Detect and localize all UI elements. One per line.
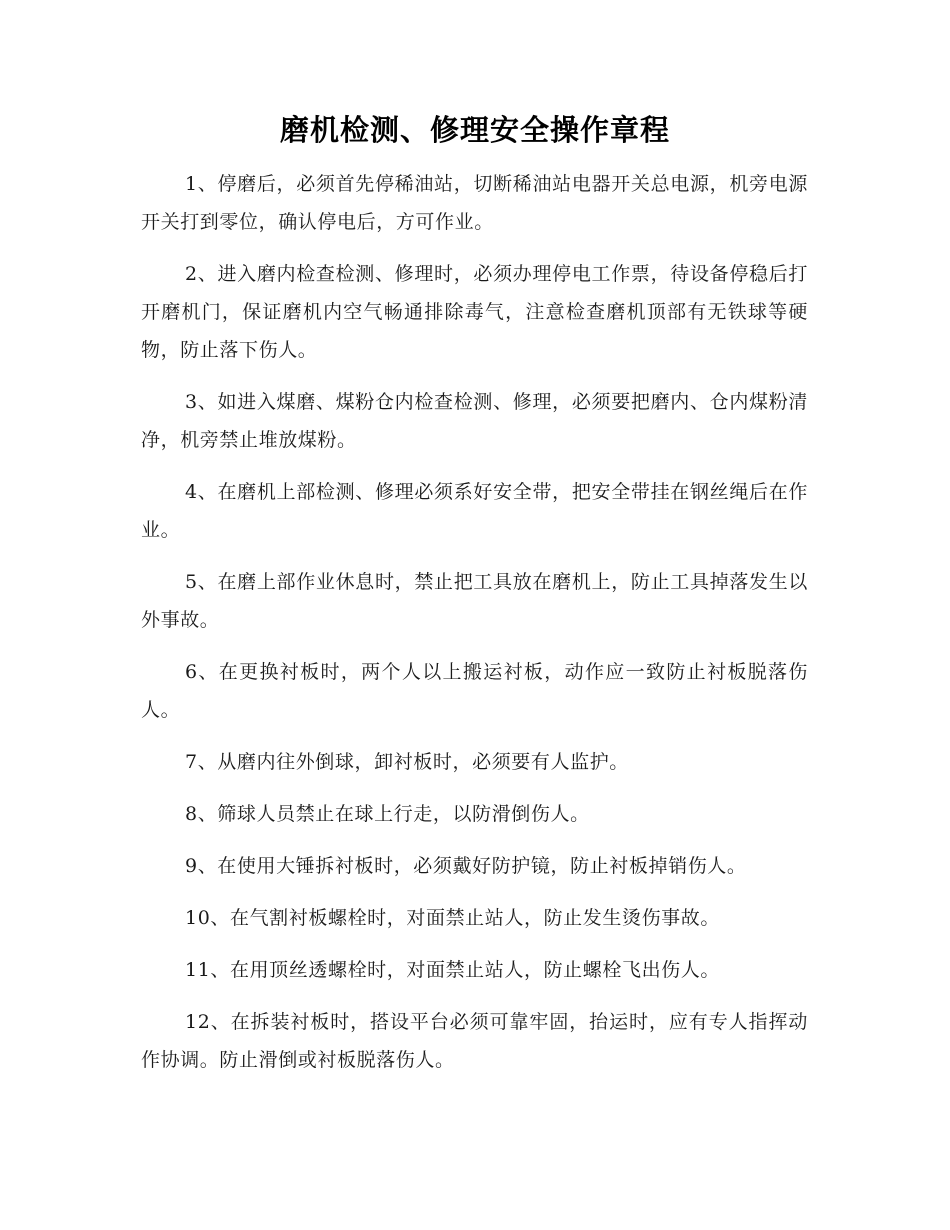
rule-paragraph-11: 11、在用顶丝透螺栓时，对面禁止站人，防止螺栓飞出伤人。	[185, 959, 720, 981]
document-body	[141, 165, 808, 1093]
rule-paragraph-8: 8、筛球人员禁止在球上行走，以防滑倒伤人。	[185, 803, 590, 825]
rule-paragraph-7: 7、从磨内往外倒球，卸衬板时，必须要有人监护。	[185, 751, 629, 773]
rule-paragraph-10: 10、在气割衬板螺栓时，对面禁止站人，防止发生烫伤事故。	[185, 907, 720, 929]
rule-paragraph-2: 2、进入磨内检查检测、修理时，必须办理停电工作票，待设备停稳后打开磨机门，保证磨机内空气畅通排除毒气，注意检查磨机顶部有无铁球等硬物，防止落下伤人。	[141, 263, 808, 361]
rule-paragraph-9: 9、在使用大锤拆衬板时，必须戴好防护镜，防止衬板掉销伤人。	[185, 855, 747, 877]
rule-paragraph-6: 6、在更换衬板时，两个人以上搬运衬板，动作应一致防止衬板脱落伤人。	[141, 661, 808, 721]
rule-paragraph-12: 12、在拆装衬板时，搭设平台必须可靠牢固，抬运时，应有专人指挥动作协调。防止滑倒或衬板脱落伤人。	[141, 1011, 808, 1071]
rule-paragraph-5: 5、在磨上部作业休息时，禁止把工具放在磨机上，防止工具掉落发生以外事故。	[141, 571, 808, 631]
rule-paragraph-3: 3、如进入煤磨、煤粉仓内检查检测、修理，必须要把磨内、仓内煤粉清净，机旁禁止堆放煤粉。	[141, 391, 808, 451]
rule-paragraph-1: 1、停磨后，必须首先停稀油站，切断稀油站电器开关总电源，机旁电源开关打到零位，确认停电后，方可作业。	[141, 173, 808, 233]
rule-paragraph-4: 4、在磨机上部检测、修理必须系好安全带，把安全带挂在钢丝绳后在作业。	[141, 481, 808, 541]
document-title: 磨机检测、修理安全操作章程	[279, 113, 670, 147]
